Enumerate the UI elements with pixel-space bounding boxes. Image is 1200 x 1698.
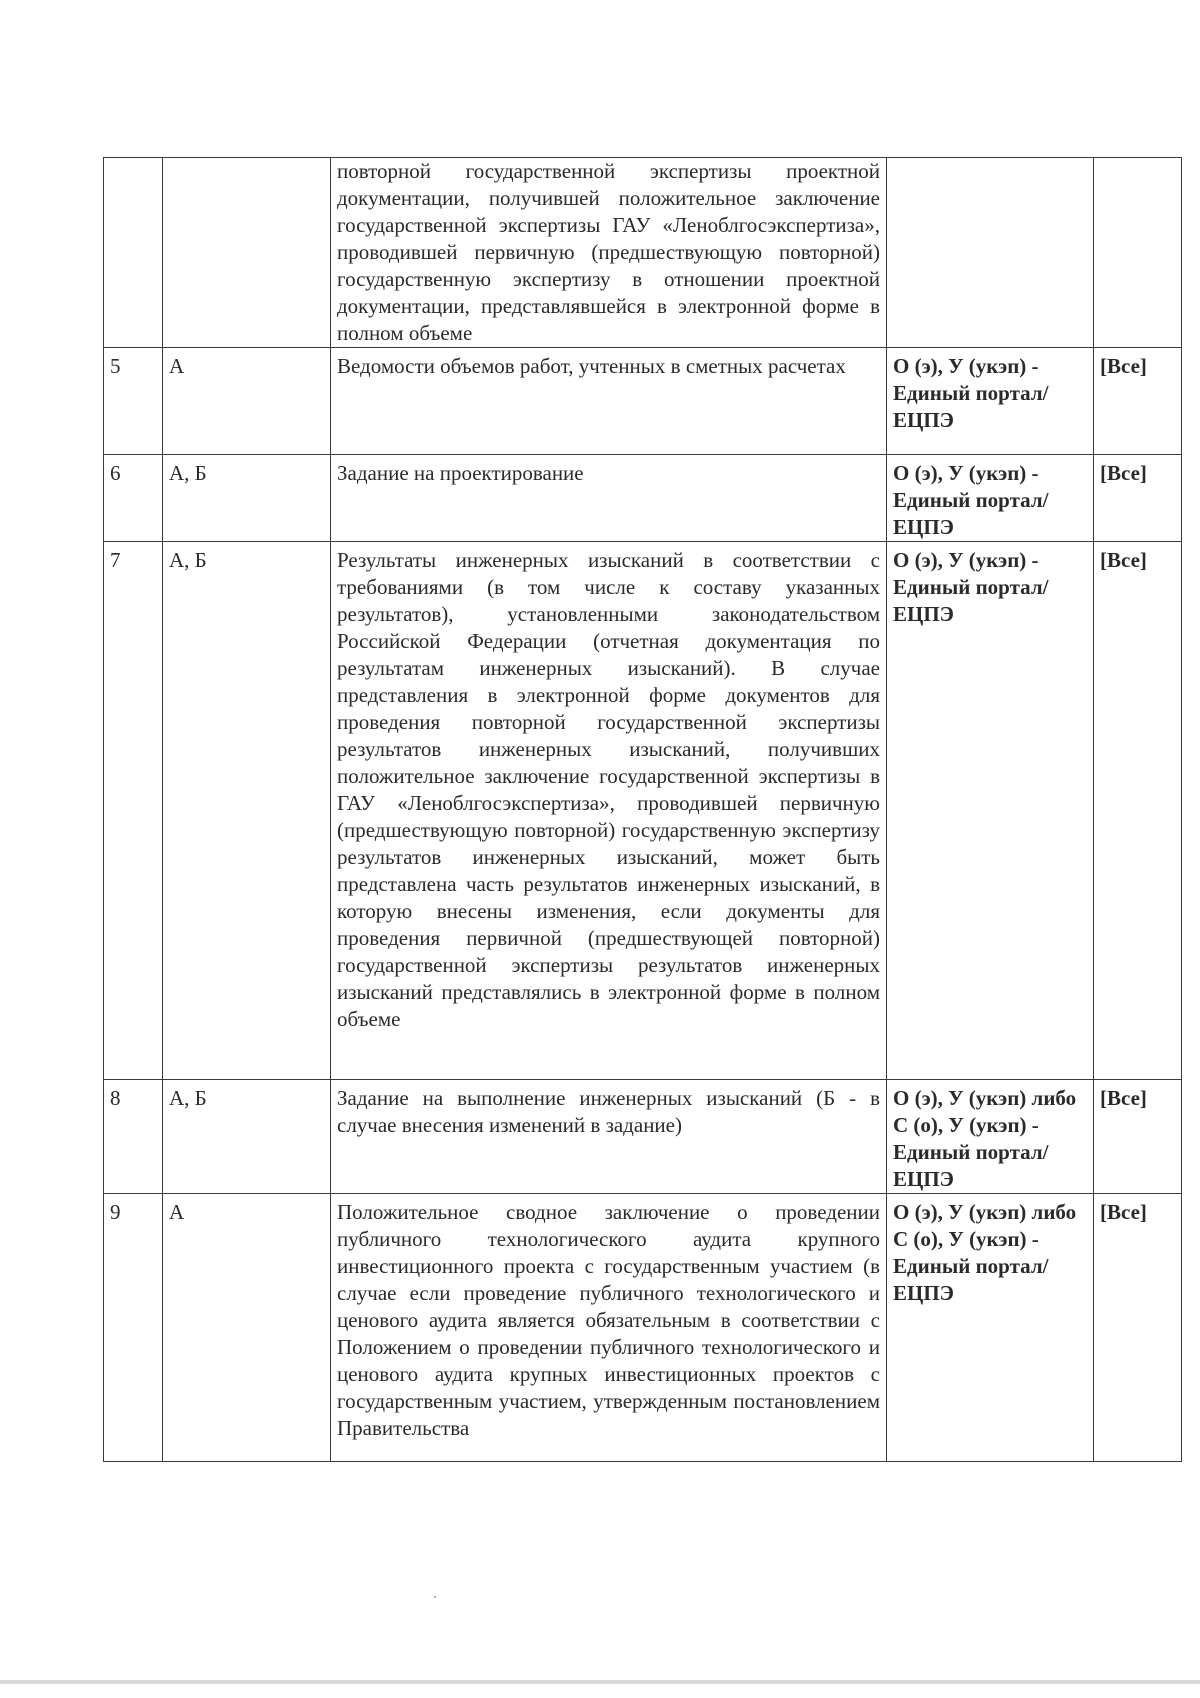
row-submission-form: О (э), У (укэп) либо С (о), У (укэп) - Единый портал/ЕЦПЭ — [887, 1194, 1094, 1462]
row-document-name: Положительное сводное заключение о проведении публичного технологического аудита крупного инвестиционного проекта с государственным участием (в случае если проведение публичного технологического и ценового аудита является обязательным в соответствии с Положением о проведении публичного технологического и ценового аудита крупных инвестиционных проектов с государственным участием, утвержденным постановлением Правительства — [331, 1194, 887, 1462]
row-submission-form: О (э), У (укэп) - Единый портал/ЕЦПЭ — [887, 455, 1094, 542]
row-applicability: [Все] — [1094, 1080, 1182, 1194]
table-row — [104, 1194, 1182, 1462]
row-applicability: [Все] — [1094, 1194, 1182, 1462]
table-row — [104, 455, 1182, 542]
scan-bottom-edge — [0, 1680, 1200, 1684]
table-row — [104, 542, 1182, 1080]
row-submission-form: О (э), У (укэп) - Единый портал/ЕЦПЭ — [887, 348, 1094, 455]
row-number: 7 — [104, 542, 163, 1080]
row-submission-form: О (э), У (укэп) либо С (о), У (укэп) - Единый портал/ЕЦПЭ — [887, 1080, 1094, 1194]
row-document-name: Ведомости объемов работ, учтенных в сметных расчетах — [331, 348, 887, 455]
row-document-name: Задание на проектирование — [331, 455, 887, 542]
row-applicability: [Все] — [1094, 542, 1182, 1080]
row-number: 5 — [104, 348, 163, 455]
row-document-name: повторной государственной экспертизы проектной документации, получившей положительное заключение государственной экспертизы ГАУ «Леноблгосэкспертиза», проводившей первичную (предшествующую повторной) государственную экспертизу в отношении проектной документации, представлявшейся в электронной форме в полном объеме — [331, 158, 887, 348]
row-number: 9 — [104, 1194, 163, 1462]
row-number — [104, 158, 163, 348]
row-group — [163, 158, 331, 348]
row-submission-form — [887, 158, 1094, 348]
documents-table — [103, 157, 1182, 1462]
row-applicability — [1094, 158, 1182, 348]
row-group: А — [163, 348, 331, 455]
row-document-name: Результаты инженерных изысканий в соответствии с требованиями (в том числе к составу указанных результатов), установленными законодательством Российской Федерации (отчетная документация по результатам инженерных изысканий). В случае представления в электронной форме документов для проведения повторной государственной экспертизы результатов инженерных изысканий, получивших положительное заключение государственной экспертизы в ГАУ «Леноблгосэкспертиза», проводившей первичную (предшествующую повторной) государственную экспертизу результатов инженерных изысканий, может быть представлена часть результатов инженерных изысканий, в которую внесены изменения, если документы для проведения первичной (предшествующей повторной) государственной экспертизы результатов инженерных изысканий представлялись в электронной форме в полном объеме — [331, 542, 887, 1080]
row-group: А — [163, 1194, 331, 1462]
table-row — [104, 1080, 1182, 1194]
row-group: А, Б — [163, 455, 331, 542]
row-number: 8 — [104, 1080, 163, 1194]
row-group: А, Б — [163, 542, 331, 1080]
row-group: А, Б — [163, 1080, 331, 1194]
row-submission-form: О (э), У (укэп) - Единый портал/ЕЦПЭ — [887, 542, 1094, 1080]
scan-speck — [434, 1596, 436, 1598]
row-applicability: [Все] — [1094, 348, 1182, 455]
table-row — [104, 348, 1182, 455]
table-row — [104, 158, 1182, 348]
row-applicability: [Все] — [1094, 455, 1182, 542]
row-number: 6 — [104, 455, 163, 542]
row-document-name: Задание на выполнение инженерных изысканий (Б - в случае внесения изменений в задание) — [331, 1080, 887, 1194]
